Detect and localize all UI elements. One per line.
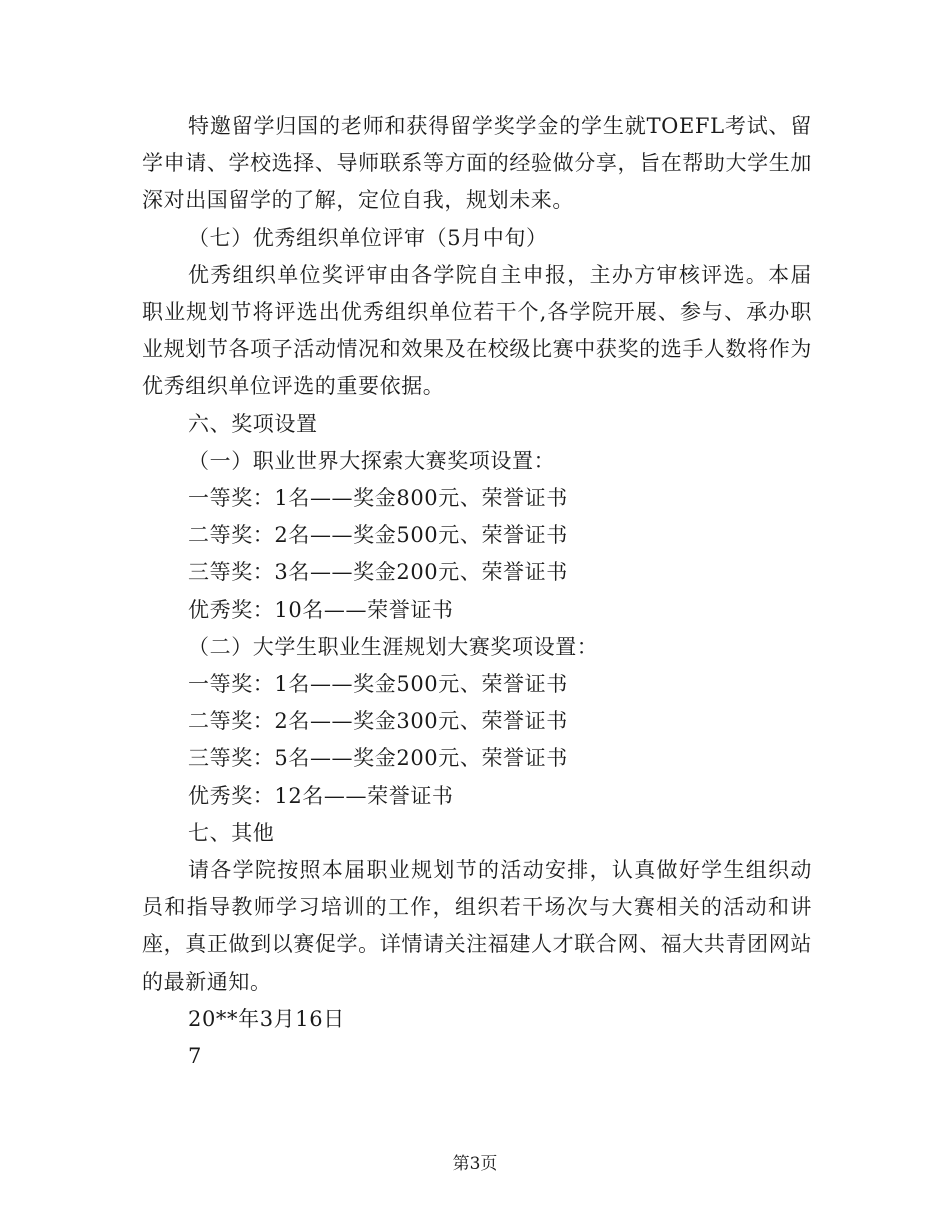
document-body [142,108,812,1075]
award-line: 三等奖：5名——奖金200元、荣誉证书 [188,746,568,771]
section-heading-excellent-org-review: （七）优秀组织单位评审（5月中旬） [188,225,548,250]
award-line: 优秀奖：10名——荣誉证书 [188,597,454,622]
intro-paragraph: 特邀留学归国的老师和获得留学奖学金的学生就TOEFL考试、留学申请、学校选择、导师联系等方面的经验做分享，旨在帮助大学生加深对出国留学的了解，定位自我，规划未来。 [142,114,812,213]
award-line: 优秀奖：12名——荣誉证书 [188,783,454,808]
award-line: 一等奖：1名——奖金500元、荣誉证书 [188,672,568,697]
excellent-org-paragraph: 优秀组织单位奖评审由各学院自主申报，主办方审核评选。本届职业规划节将评选出优秀组织单位若干个,各学院开展、参与、承办职业规划节各项子活动情况和效果及在校级比赛中获奖的选手人数将作为优秀组织单位评选的重要依据。 [142,262,812,399]
page-number: 第3页 [452,1154,498,1174]
subsection-heading-career-exploration: （一）职业世界大探索大赛奖项设置： [188,448,556,473]
award-line: 二等奖：2名——奖金500元、荣誉证书 [188,523,568,548]
other-paragraph: 请各学院按照本届职业规划节的活动安排，认真做好学生组织动员和指导教师学习培训的工作，组织若干场次与大赛相关的活动和讲座，真正做到以赛促学。详情请关注福建人才联合网、福大共青团网站的最新通知。 [142,858,812,994]
award-line: 一等奖：1名——奖金800元、荣誉证书 [188,486,568,511]
trailing-number: 7 [188,1044,202,1069]
document-date: 20**年3月16日 [188,1006,345,1031]
section-heading-other: 七、其他 [188,820,275,845]
section-heading-awards: 六、奖项设置 [188,411,318,436]
award-line: 二等奖：2名——奖金300元、荣誉证书 [188,709,568,734]
award-line: 三等奖：3名——奖金200元、荣誉证书 [188,560,568,585]
subsection-heading-career-planning: （二）大学生职业生涯规划大赛奖项设置： [188,634,599,659]
